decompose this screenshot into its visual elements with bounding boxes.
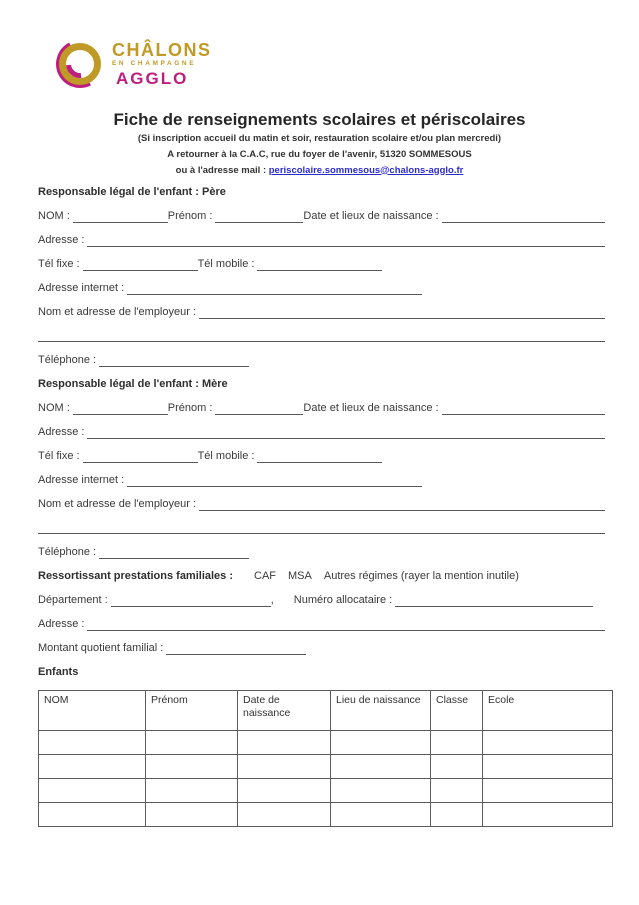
departement-row bbox=[38, 594, 605, 607]
pere-employeur-cont-row bbox=[38, 330, 605, 342]
tel-fixe-label: Tél fixe : bbox=[38, 450, 80, 462]
departement-line bbox=[111, 595, 271, 607]
col-header-prenom: Prénom bbox=[146, 691, 238, 731]
adresse-internet-label: Adresse internet : bbox=[38, 282, 125, 294]
col-header-ecole: Ecole bbox=[483, 691, 613, 731]
empty-cell bbox=[39, 803, 146, 827]
logo-agglo: AGGLO bbox=[116, 69, 189, 89]
empty-cell bbox=[431, 779, 483, 803]
page-title: Fiche de renseignements scolaires et périscolaires bbox=[113, 110, 526, 129]
empty-cell bbox=[331, 755, 431, 779]
mere-telephone-line bbox=[99, 547, 249, 559]
empty-cell bbox=[238, 731, 331, 755]
empty-cell bbox=[146, 755, 238, 779]
rings-logo-icon bbox=[56, 40, 104, 88]
pere-employeur-line2 bbox=[38, 330, 605, 342]
option-msa: MSA bbox=[288, 570, 312, 582]
empty-cell bbox=[431, 803, 483, 827]
pere-internet-row bbox=[38, 282, 605, 295]
adresse-internet-label: Adresse internet : bbox=[38, 474, 125, 486]
empty-cell bbox=[39, 755, 146, 779]
empty-cell bbox=[483, 731, 613, 755]
mere-date-lieux-line bbox=[442, 403, 605, 415]
employeur-label: Nom et adresse de l'employeur : bbox=[38, 498, 197, 510]
col-header-nom: NOM bbox=[39, 691, 146, 731]
pere-adresse-line bbox=[87, 235, 605, 247]
tel-fixe-label: Tél fixe : bbox=[38, 258, 80, 270]
mere-tel-row bbox=[38, 450, 605, 463]
mere-employeur-row bbox=[38, 498, 605, 511]
pere-internet-line bbox=[127, 283, 422, 295]
empty-cell bbox=[39, 779, 146, 803]
empty-cell bbox=[238, 755, 331, 779]
pere-tel-fixe-line bbox=[83, 259, 198, 271]
empty-cell bbox=[331, 779, 431, 803]
pere-employeur-row bbox=[38, 306, 605, 319]
pere-telephone-row bbox=[38, 354, 605, 367]
prestations-heading: Ressortissant prestations familiales : bbox=[38, 570, 234, 582]
child-row bbox=[39, 779, 613, 803]
prestations-row bbox=[38, 570, 605, 583]
mere-internet-row bbox=[38, 474, 605, 487]
email-link[interactable]: periscolaire.sommesous@chalons-agglo.fr bbox=[268, 164, 464, 176]
tel-mobile-label: Tél mobile : bbox=[197, 258, 255, 270]
pere-tel-mobile-line bbox=[257, 259, 382, 271]
empty-cell bbox=[238, 803, 331, 827]
document-header bbox=[0, 110, 639, 177]
mere-tel-mobile-line bbox=[257, 451, 382, 463]
adresse-label: Adresse : bbox=[38, 234, 85, 246]
empty-cell bbox=[431, 755, 483, 779]
numero-allocataire-line bbox=[395, 595, 593, 607]
adresse-label: Adresse : bbox=[38, 426, 85, 438]
departement-label: Département : bbox=[38, 594, 108, 606]
pere-prenom-line bbox=[215, 211, 303, 223]
mere-tel-fixe-line bbox=[83, 451, 198, 463]
pere-employeur-line bbox=[199, 307, 605, 319]
option-autres-regimes: Autres régimes (rayer la mention inutile) bbox=[323, 570, 519, 582]
nom-label: NOM : bbox=[38, 402, 70, 414]
logo-wordmark bbox=[112, 41, 212, 88]
prestations-adresse-row bbox=[38, 618, 605, 631]
pere-nom-line bbox=[73, 211, 168, 223]
logo-en-champagne: EN CHAMPAGNE bbox=[112, 59, 197, 67]
col-header-date-naissance: Date de naissance bbox=[238, 691, 331, 731]
subtitle-mail-line bbox=[0, 165, 639, 178]
empty-cell bbox=[146, 731, 238, 755]
mere-telephone-row bbox=[38, 546, 605, 559]
pere-date-lieux-line bbox=[442, 211, 605, 223]
quotient-line bbox=[166, 643, 306, 655]
child-row bbox=[39, 755, 613, 779]
mere-identity-row bbox=[38, 402, 605, 415]
date-lieux-label: Date et lieux de naissance : bbox=[303, 402, 439, 414]
section-heading-mere: Responsable légal de l'enfant : Mère bbox=[38, 378, 228, 390]
telephone-label: Téléphone : bbox=[38, 546, 97, 558]
empty-cell bbox=[431, 731, 483, 755]
col-header-classe: Classe bbox=[431, 691, 483, 731]
pere-identity-row bbox=[38, 210, 605, 223]
empty-cell bbox=[39, 731, 146, 755]
mail-prefix: ou à l'adresse mail : bbox=[175, 164, 269, 176]
prestations-adresse-line bbox=[87, 619, 605, 631]
mere-employeur-line2 bbox=[38, 522, 605, 534]
mere-employeur-line bbox=[199, 499, 605, 511]
logo-chalons: CHÂLONS bbox=[112, 39, 212, 60]
mere-adresse-line bbox=[87, 427, 605, 439]
tel-mobile-label: Tél mobile : bbox=[197, 450, 255, 462]
mere-adresse-row bbox=[38, 426, 605, 439]
quotient-row bbox=[38, 642, 605, 655]
nom-label: NOM : bbox=[38, 210, 70, 222]
col-header-lieu-naissance: Lieu de naissance bbox=[331, 691, 431, 731]
mere-prenom-line bbox=[215, 403, 303, 415]
child-row bbox=[39, 731, 613, 755]
section-heading-enfants: Enfants bbox=[38, 666, 79, 678]
empty-cell bbox=[483, 779, 613, 803]
adresse-label: Adresse : bbox=[38, 618, 85, 630]
empty-cell bbox=[238, 779, 331, 803]
subtitle-return-address: A retourner à la C.A.C, rue du foyer de l'avenir, 51320 SOMMESOUS bbox=[167, 148, 472, 160]
pere-telephone-line bbox=[99, 355, 249, 367]
empty-cell bbox=[331, 731, 431, 755]
numero-allocataire-label: Numéro allocataire : bbox=[293, 594, 393, 606]
mere-employeur-cont-row bbox=[38, 522, 605, 534]
date-lieux-label: Date et lieux de naissance : bbox=[303, 210, 439, 222]
mere-internet-line bbox=[127, 475, 422, 487]
telephone-label: Téléphone : bbox=[38, 354, 97, 366]
subtitle-conditions: (Si inscription accueil du matin et soir, restauration scolaire et/ou plan mercredi) bbox=[137, 133, 502, 144]
prenom-label: Prénom : bbox=[167, 402, 213, 414]
employeur-label: Nom et adresse de l'employeur : bbox=[38, 306, 197, 318]
option-caf: CAF bbox=[254, 570, 277, 582]
departement-comma: , bbox=[270, 594, 274, 606]
empty-cell bbox=[483, 803, 613, 827]
children-table bbox=[38, 690, 613, 827]
empty-cell bbox=[146, 803, 238, 827]
children-table-header-row bbox=[39, 691, 613, 731]
quotient-label: Montant quotient familial : bbox=[38, 642, 164, 654]
child-row bbox=[39, 803, 613, 827]
prenom-label: Prénom : bbox=[167, 210, 213, 222]
empty-cell bbox=[331, 803, 431, 827]
empty-cell bbox=[146, 779, 238, 803]
section-heading-pere: Responsable légal de l'enfant : Père bbox=[38, 186, 226, 198]
form-body bbox=[38, 186, 605, 827]
pere-tel-row bbox=[38, 258, 605, 271]
empty-cell bbox=[483, 755, 613, 779]
agglo-logo bbox=[56, 40, 212, 88]
pere-adresse-row bbox=[38, 234, 605, 247]
mere-nom-line bbox=[73, 403, 168, 415]
